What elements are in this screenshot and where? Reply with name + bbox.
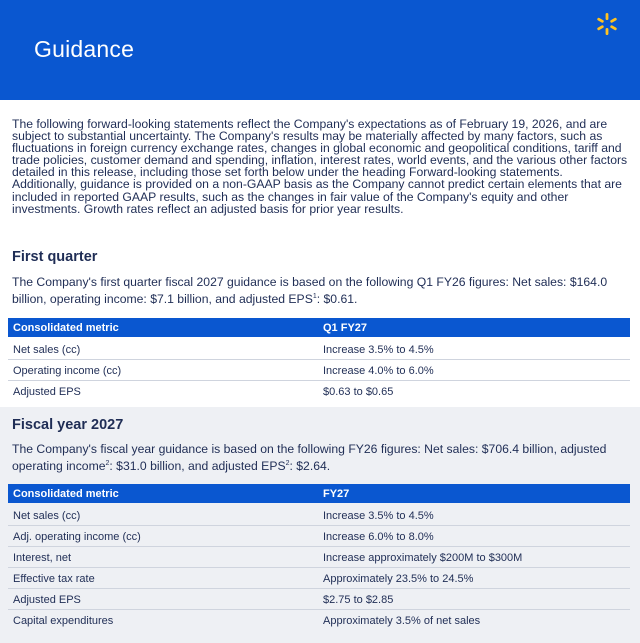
column-header-metric: Consolidated metric xyxy=(13,488,119,500)
fiscal-year-title: Fiscal year 2027 xyxy=(12,417,124,433)
table-row xyxy=(8,360,630,381)
column-header-value: Q1 FY27 xyxy=(323,322,368,334)
metric-cell: Adjusted EPS xyxy=(13,594,81,606)
value-cell: Increase 3.5% to 4.5% xyxy=(323,344,434,356)
value-cell: Approximately 23.5% to 24.5% xyxy=(323,573,474,585)
metric-cell: Operating income (cc) xyxy=(13,365,122,377)
table-row xyxy=(8,381,630,401)
first-quarter-table-header xyxy=(8,318,630,337)
first-quarter-title: First quarter xyxy=(12,249,98,265)
spark-icon xyxy=(595,12,619,36)
table-row xyxy=(8,547,630,568)
metric-cell: Effective tax rate xyxy=(13,573,95,585)
metric-cell: Adjusted EPS xyxy=(13,386,81,398)
metric-cell: Net sales (cc) xyxy=(13,344,81,356)
column-header-metric: Consolidated metric xyxy=(13,322,119,334)
table-row xyxy=(8,339,630,360)
page-header xyxy=(0,0,640,100)
intro-paragraph: The following forward-looking statements reflect the Company's expectations as of February 19, 2026, and are subject to substantial uncertainty. The Company's results may be materially affected by many factors, such as fluctuations in foreign currency exchange rates, changes in global economic and geopolitical conditions, tariff and trade policies, customer demand and spending, inflation, interest rates, world events, and the various other factors detailed in this release, including those set forth below under the heading Forward-looking statements. Additionally, guidance is provided on a non-GAAP basis as the Company cannot predict certain elements that are included in reported GAAP results, such as the changes in fair value of the Company's equity and other investments. Growth rates reflect an adjusted basis for prior year results. xyxy=(12,117,628,216)
metric-cell: Net sales (cc) xyxy=(13,510,81,522)
table-row xyxy=(8,589,630,610)
value-cell: Approximately 3.5% of net sales xyxy=(323,615,481,627)
metric-cell: Interest, net xyxy=(13,552,72,564)
table-row xyxy=(8,568,630,589)
value-cell: $0.63 to $0.65 xyxy=(323,386,394,398)
value-cell: Increase 3.5% to 4.5% xyxy=(323,510,434,522)
table-row xyxy=(8,505,630,526)
value-cell: $2.75 to $2.85 xyxy=(323,594,394,606)
metric-cell: Adj. operating income (cc) xyxy=(13,531,141,543)
fiscal-year-description: The Company's fiscal year guidance is based on the following FY26 figures: Net sales: $706.4 billion, adjusted operating income$^2$: $31.0 billion, and adjusted EPS$^2$: $2.64. xyxy=(12,442,607,473)
table-row xyxy=(8,526,630,547)
column-header-value: FY27 xyxy=(323,488,350,500)
value-cell: Increase approximately $200M to $300M xyxy=(323,552,523,564)
metric-cell: Capital expenditures xyxy=(13,615,114,627)
first-quarter-description: The Company's first quarter fiscal 2027 guidance is based on the following Q1 FY26 figures: Net sales: $164.0 billion, operating income: $7.1 billion, and adjusted EPS$^1$: $0.61. xyxy=(12,275,608,306)
page-title: Guidance xyxy=(34,36,135,62)
fiscal-year-table-header xyxy=(8,484,630,503)
value-cell: Increase 4.0% to 6.0% xyxy=(323,365,434,377)
value-cell: Increase 6.0% to 8.0% xyxy=(323,531,434,543)
table-row xyxy=(8,610,630,630)
